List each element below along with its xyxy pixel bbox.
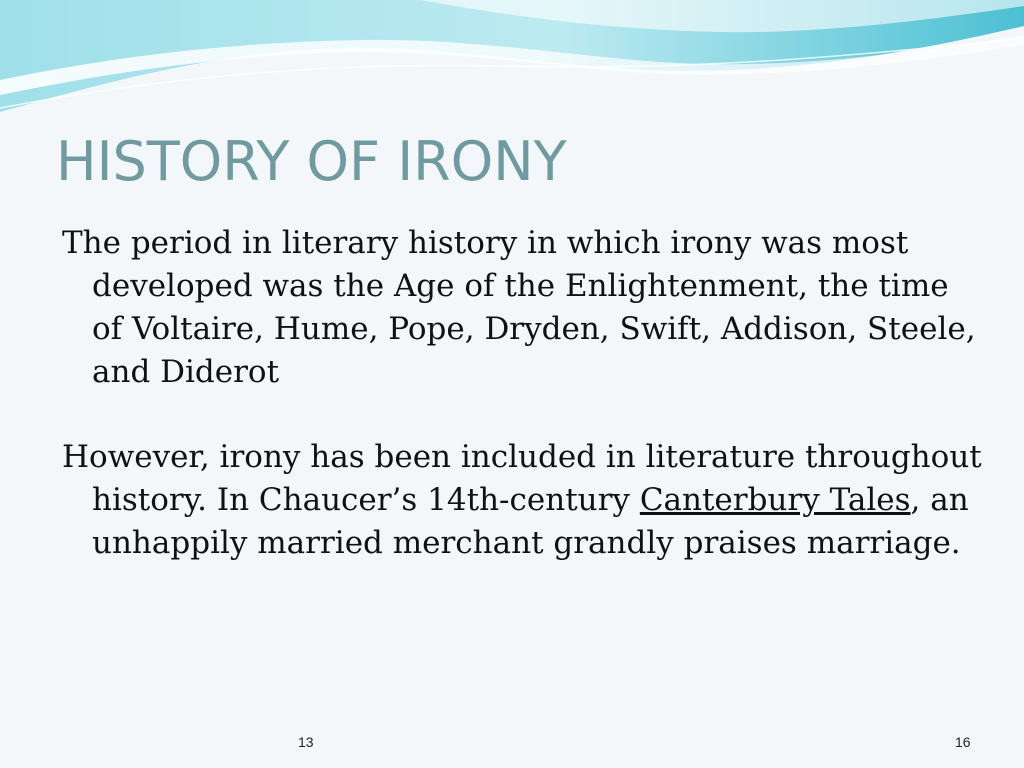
slide-title: HISTORY OF IRONY [56,130,567,193]
footer-slide-number-right: 16 [955,734,971,750]
paragraph-chaucer-lead: However, irony has been included in literature throughout history. In Chaucer’s 14th-century [62,439,982,518]
paragraph-chaucer-tail: , an unhappily married merchant grandly praises marriage. [92,482,969,561]
paragraph-enlightenment: The period in literary history in which irony was most developed was the Age of the Enlightenment, the time of Voltaire, Hume, Pope, Dryden, Swift, Addison, Steele, and Diderot [62,225,976,390]
slide-body [62,222,982,607]
decorative-wave-header [0,0,1024,120]
paragraph-chaucer [62,436,982,565]
footer-slide-number-left: 13 [298,734,314,750]
canterbury-tales-title: Canterbury Tales [639,482,911,518]
